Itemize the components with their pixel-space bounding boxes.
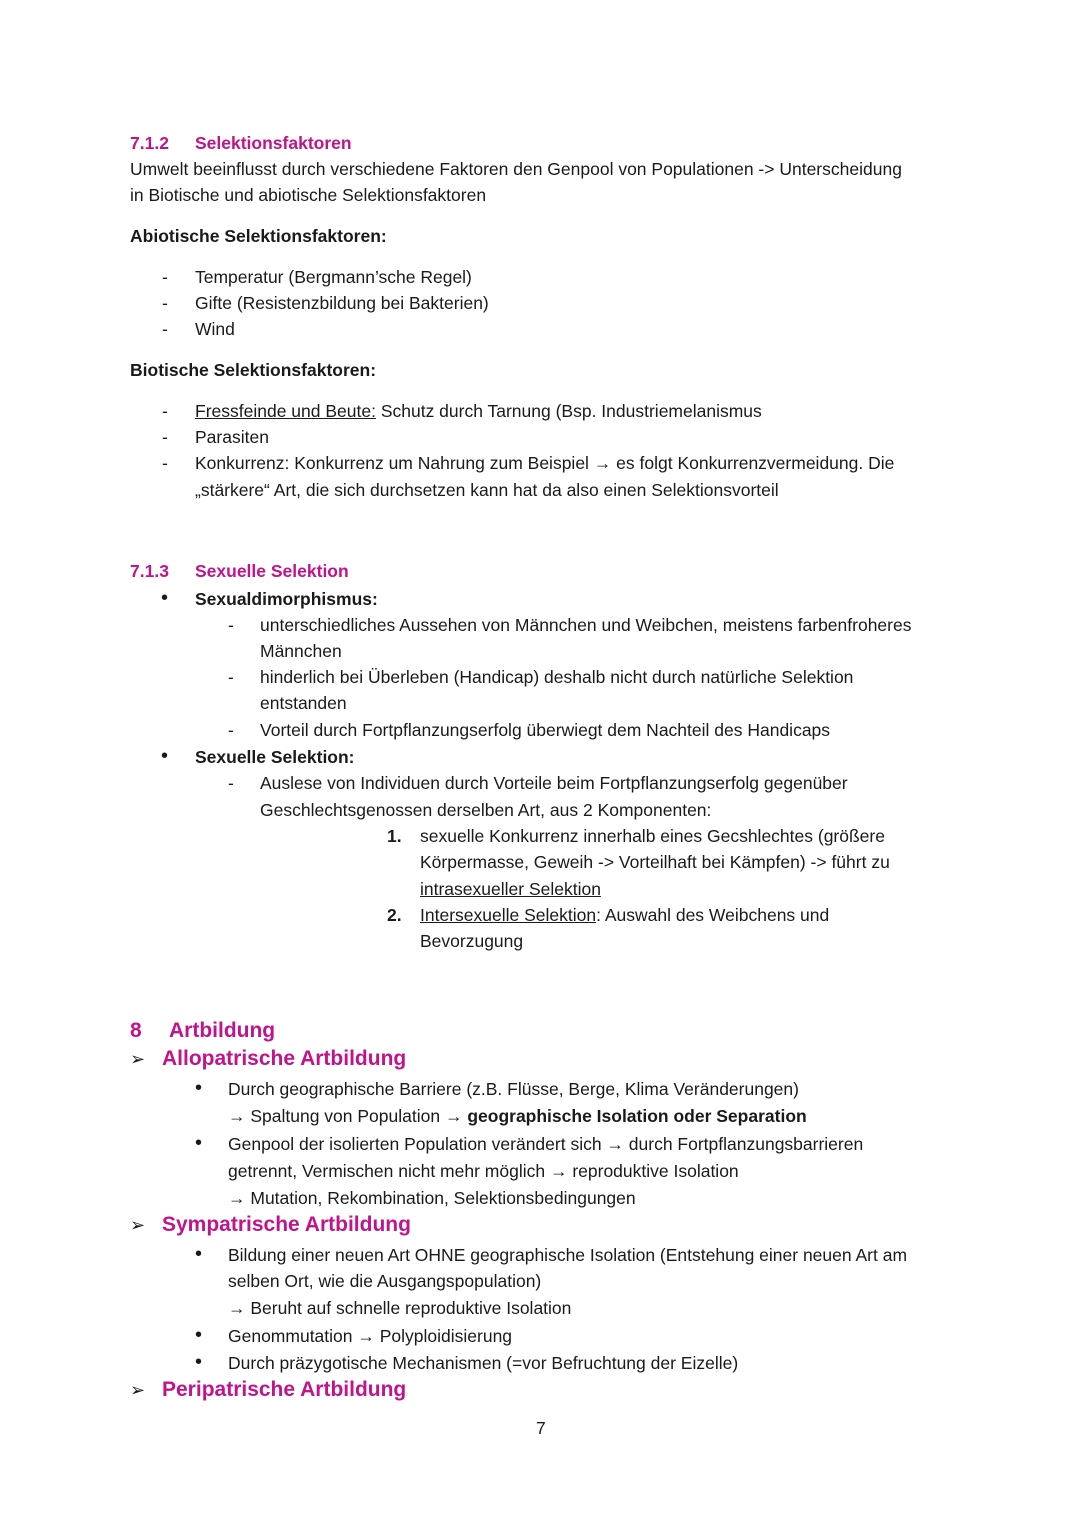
dash-marker: - (162, 319, 168, 339)
bullet-marker: • (195, 1243, 203, 1265)
numbered-marker-2: 2. (387, 905, 402, 925)
dash-marker: - (162, 267, 168, 287)
sd-item-2-line-2: entstanden (260, 693, 347, 713)
sym-item-1-line-3: → Beruht auf schnelle reproduktive Isolation (228, 1298, 572, 1318)
page-number: 7 (536, 1418, 546, 1438)
allo-item-1-plain: → Spaltung von Population → (228, 1106, 468, 1126)
sd-item-3: Vorteil durch Fortpflanzungserfolg überwiegt dem Nachteil des Handicaps (260, 720, 831, 740)
sympatric-heading: Sympatrische Artbildung (162, 1213, 411, 1236)
allo-item-1-bold: geographische Isolation oder Separation (467, 1106, 807, 1126)
biotic-item-predators (195, 398, 762, 424)
abiotic-item: Wind (195, 319, 235, 339)
abiotic-item: Gifte (Resistenzbildung bei Bakterien) (195, 293, 489, 313)
arrowhead-bullet-icon: ➢ (130, 1049, 146, 1069)
allo-item-1-line-1: Durch geographische Barriere (z.B. Flüsse, Berge, Klima Veränderungen) (228, 1079, 799, 1099)
component-2-line-1 (420, 902, 829, 928)
allo-item-2-line-1: Genpool der isolierten Population verändert sich → durch Fortpflanzungsbarrieren (228, 1134, 864, 1154)
bullet-marker: • (195, 1351, 203, 1373)
numbered-marker-1: 1. (387, 826, 402, 846)
arrowhead-bullet-icon: ➢ (130, 1215, 146, 1235)
bullet-marker: • (195, 1324, 203, 1346)
ss-item-line-1: Auslese von Individuen durch Vorteile beim Fortpflanzungserfolg gegenüber (260, 773, 848, 793)
section-number-713: 7.1.3 (130, 561, 169, 581)
component-1-line-3: intrasexueller Selektion (420, 879, 601, 899)
biotic-item-predators-label: Fressfeinde und Beute: (195, 401, 376, 421)
chapter-number-8: 8 (130, 1019, 142, 1042)
sexualdimorphism-heading: Sexualdimorphismus: (195, 589, 378, 609)
abiotic-heading: Abiotische Selektionsfaktoren: (130, 226, 387, 246)
biotic-item-predators-text: Schutz durch Tarnung (Bsp. Industriemelanismus (375, 401, 762, 421)
bullet-marker: • (161, 587, 169, 609)
component-2-text: : Auswahl des Weibchens und (596, 905, 830, 925)
biotic-heading: Biotische Selektionsfaktoren: (130, 360, 377, 380)
sym-item-3: Durch präzygotische Mechanismen (=vor Befruchtung der Eizelle) (228, 1353, 739, 1373)
abiotic-item: Temperatur (Bergmann’sche Regel) (195, 267, 472, 287)
intro-line-1: Umwelt beeinflusst durch verschiedene Faktoren den Genpool von Populationen -> Unterscheidung (130, 159, 902, 179)
sym-item-1-line-2: selben Ort, wie die Ausgangspopulation) (228, 1271, 542, 1291)
section-number-712: 7.1.2 (130, 133, 169, 153)
bullet-marker: • (195, 1132, 203, 1154)
bullet-marker: • (195, 1077, 203, 1099)
component-2-term: Intersexuelle Selektion (420, 905, 597, 925)
ss-item-line-2: Geschlechtsgenossen derselben Art, aus 2 Komponenten: (260, 800, 712, 820)
dash-marker: - (228, 773, 234, 793)
peripatric-heading: Peripatrische Artbildung (162, 1378, 407, 1401)
allo-item-2-line-2: getrennt, Vermischen nicht mehr möglich → reproduktive Isolation (228, 1161, 739, 1181)
dash-marker: - (162, 453, 168, 473)
chapter-title-8: Artbildung (169, 1019, 276, 1042)
sym-item-2: Genommutation → Polyploidisierung (228, 1326, 513, 1346)
biotic-item-parasites: Parasiten (195, 427, 269, 447)
component-2-line-2: Bevorzugung (420, 931, 524, 951)
sd-item-2-line-1: hinderlich bei Überleben (Handicap) deshalb nicht durch natürliche Selektion (260, 667, 854, 687)
section-title-712: Selektionsfaktoren (195, 133, 352, 153)
biotic-item-competition-line-1: Konkurrenz: Konkurrenz um Nahrung zum Beispiel → es folgt Konkurrenzvermeidung. Die (195, 453, 895, 473)
component-1-line-2: Körpermasse, Geweih -> Vorteilhaft bei Kämpfen) -> führt zu (420, 852, 890, 872)
dash-marker: - (162, 401, 168, 421)
dash-marker: - (228, 615, 234, 635)
sd-item-1-line-2: Männchen (260, 641, 342, 661)
dash-marker: - (228, 667, 234, 687)
allopatric-heading: Allopatrische Artbildung (162, 1047, 407, 1070)
sexual-selection-heading: Sexuelle Selektion: (195, 747, 355, 767)
component-1-line-1: sexuelle Konkurrenz innerhalb eines Gecshlechtes (größere (420, 826, 885, 846)
allo-item-1-line-2 (228, 1103, 807, 1129)
section-title-713: Sexuelle Selektion (195, 561, 349, 581)
dash-marker: - (162, 293, 168, 313)
intro-line-2: in Biotische und abiotische Selektionsfaktoren (130, 185, 487, 205)
allo-item-2-line-3: → Mutation, Rekombination, Selektionsbedingungen (228, 1188, 636, 1208)
dash-marker: - (162, 427, 168, 447)
dash-marker: - (228, 720, 234, 740)
bullet-marker: • (161, 745, 169, 767)
arrowhead-bullet-icon: ➢ (130, 1380, 146, 1400)
sym-item-1-line-1: Bildung einer neuen Art OHNE geographische Isolation (Entstehung einer neuen Art am (228, 1245, 908, 1265)
sd-item-1-line-1: unterschiedliches Aussehen von Männchen und Weibchen, meistens farbenfroheres (260, 615, 912, 635)
biotic-item-competition-line-2: „stärkere“ Art, die sich durchsetzen kann hat da also einen Selektionsvorteil (195, 480, 779, 500)
